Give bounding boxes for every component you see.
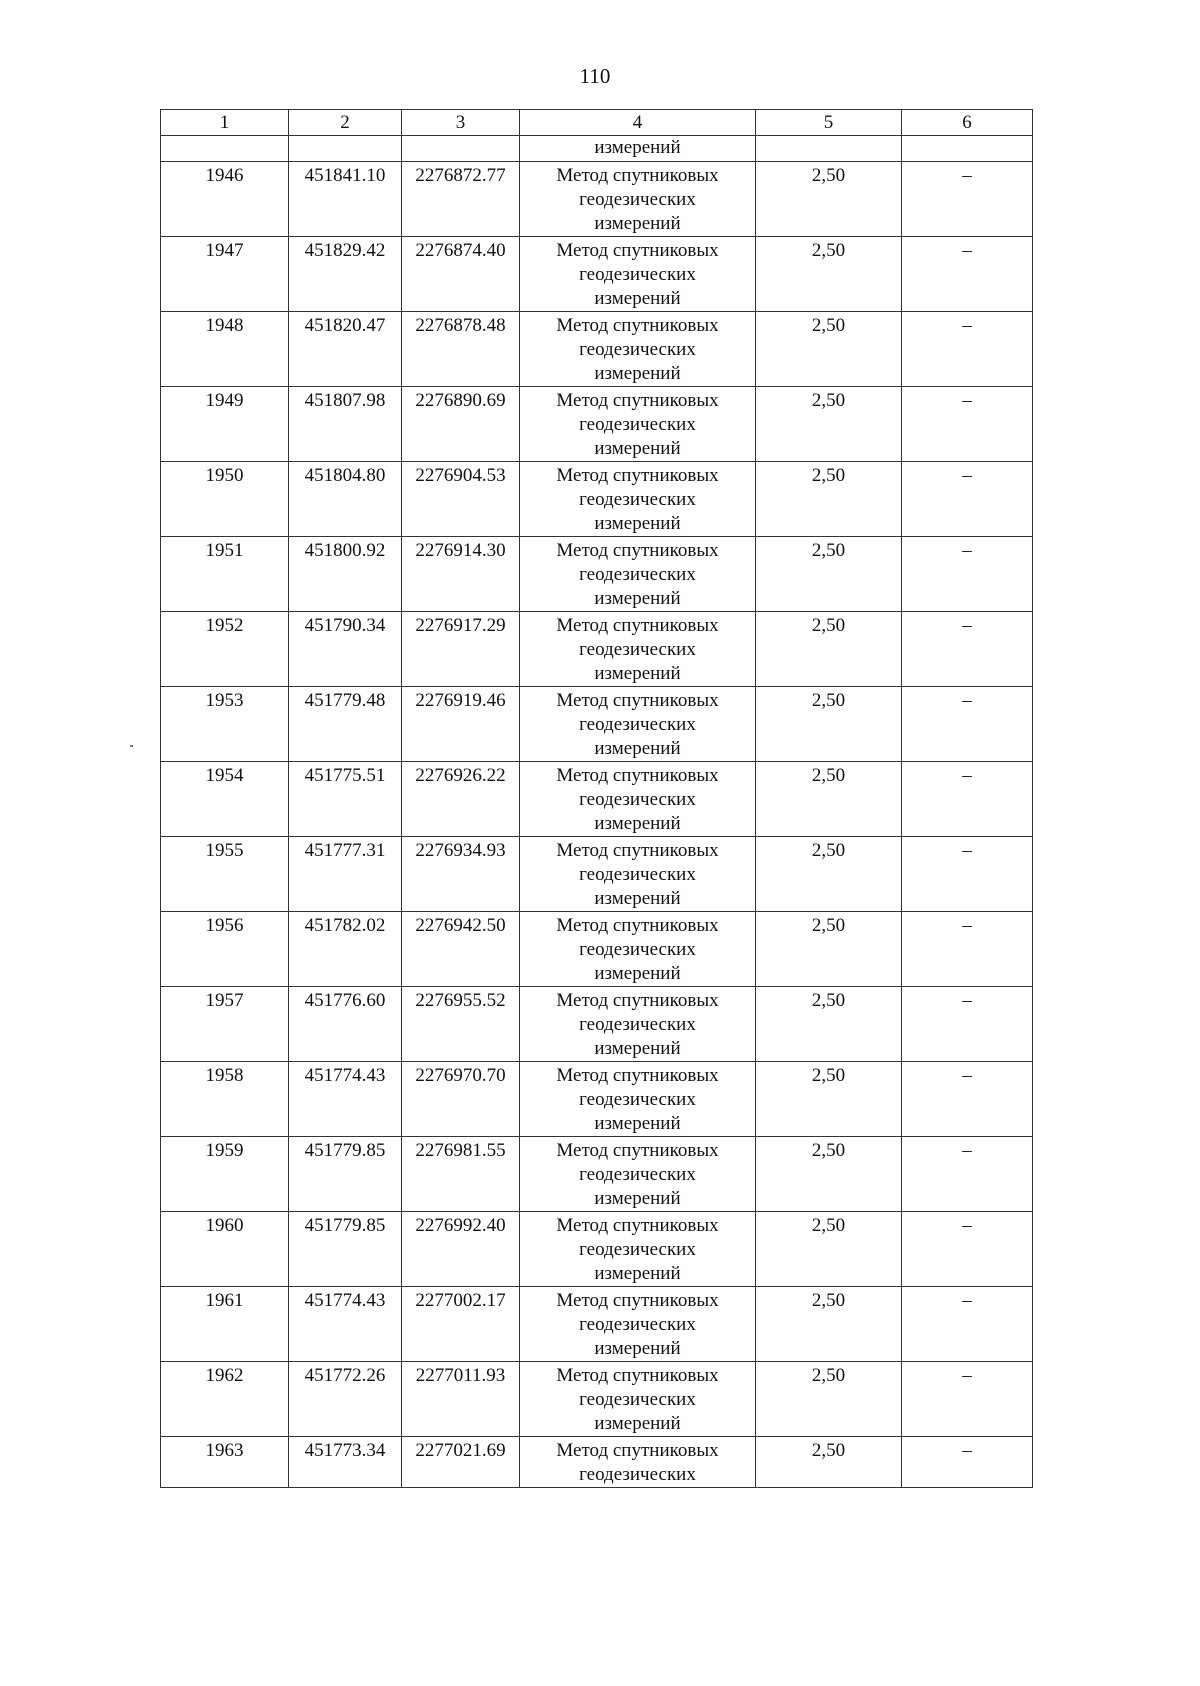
accuracy: 2,50 (756, 687, 902, 762)
method-line: Метод спутниковых (556, 1065, 719, 1086)
accuracy: 2,50 (756, 912, 902, 987)
header-col-1: 1 (161, 110, 289, 136)
table-row (161, 1212, 1033, 1287)
table-row (161, 1062, 1033, 1137)
table-row (161, 1437, 1033, 1488)
method-cell (520, 837, 756, 912)
coord-y: 2276878.48 (402, 312, 520, 387)
accuracy: 2,50 (756, 387, 902, 462)
accuracy: 2,50 (756, 1062, 902, 1137)
coord-y: 2276926.22 (402, 762, 520, 837)
method-line: измерений (594, 213, 681, 234)
point-number: 1946 (161, 162, 289, 237)
table-row (161, 312, 1033, 387)
note: – (902, 1362, 1033, 1437)
accuracy: 2,50 (756, 1437, 902, 1488)
method-cell (520, 612, 756, 687)
coord-y: 2276934.93 (402, 837, 520, 912)
page-number: 110 (579, 64, 611, 88)
accuracy: 2,50 (756, 987, 902, 1062)
method-cell (520, 537, 756, 612)
point-number: 1963 (161, 1437, 289, 1488)
point-number: 1957 (161, 987, 289, 1062)
coord-x: 451841.10 (289, 162, 402, 237)
method-line: Метод спутниковых (556, 990, 719, 1011)
coord-y: 2276874.40 (402, 237, 520, 312)
method-line: геодезических (579, 639, 696, 660)
continuation-row (161, 136, 1033, 162)
method-cell (520, 762, 756, 837)
coord-y: 2277021.69 (402, 1437, 520, 1488)
method-cell (520, 687, 756, 762)
table-row (161, 462, 1033, 537)
note: – (902, 387, 1033, 462)
coord-x: 451774.43 (289, 1287, 402, 1362)
table-row (161, 1287, 1033, 1362)
accuracy: 2,50 (756, 837, 902, 912)
method-line: геодезических (579, 789, 696, 810)
method-line: геодезических (579, 939, 696, 960)
coord-y: 2276890.69 (402, 387, 520, 462)
coord-x: 451773.34 (289, 1437, 402, 1488)
accuracy: 2,50 (756, 1137, 902, 1212)
coord-x: 451775.51 (289, 762, 402, 837)
method-line: Метод спутниковых (556, 390, 719, 411)
method-cell (520, 312, 756, 387)
method-line: Метод спутниковых (556, 1290, 719, 1311)
accuracy: 2,50 (756, 312, 902, 387)
method-cell (520, 1437, 756, 1488)
method-line: Метод спутниковых (556, 915, 719, 936)
table-row (161, 237, 1033, 312)
table-row (161, 162, 1033, 237)
point-number: 1962 (161, 1362, 289, 1437)
method-line: измерений (594, 738, 681, 759)
method-cell (520, 237, 756, 312)
method-line: геодезических (579, 339, 696, 360)
accuracy: 2,50 (756, 612, 902, 687)
method-line: измерений (594, 513, 681, 534)
method-line: измерений (594, 963, 681, 984)
point-number: 1959 (161, 1137, 289, 1212)
method-line: Метод спутниковых (556, 315, 719, 336)
method-line: измерений (594, 363, 681, 384)
method-line: Метод спутниковых (556, 165, 719, 186)
method-line: Метод спутниковых (556, 1215, 719, 1236)
accuracy: 2,50 (756, 162, 902, 237)
point-number: 1958 (161, 1062, 289, 1137)
method-line: Метод спутниковых (556, 690, 719, 711)
note: – (902, 912, 1033, 987)
method-cell (520, 462, 756, 537)
accuracy: 2,50 (756, 462, 902, 537)
coord-y: 2276872.77 (402, 162, 520, 237)
method-line: измерений (594, 663, 681, 684)
method-line: геодезических (579, 264, 696, 285)
method-line: геодезических (579, 714, 696, 735)
accuracy: 2,50 (756, 237, 902, 312)
header-col-3: 3 (402, 110, 520, 136)
coord-y: 2276970.70 (402, 1062, 520, 1137)
method-line: измерений (594, 1113, 681, 1134)
accuracy: 2,50 (756, 537, 902, 612)
table-row (161, 387, 1033, 462)
method-line: геодезических (579, 1089, 696, 1110)
note: – (902, 612, 1033, 687)
method-cell (520, 1287, 756, 1362)
header-row (161, 110, 1033, 136)
method-line: геодезических (579, 564, 696, 585)
point-number: 1947 (161, 237, 289, 312)
method-line: Метод спутниковых (556, 240, 719, 261)
accuracy: 2,50 (756, 1287, 902, 1362)
coord-x: 451774.43 (289, 1062, 402, 1137)
coord-x: 451790.34 (289, 612, 402, 687)
point-number: 1950 (161, 462, 289, 537)
method-line: измерений (594, 1413, 681, 1434)
coord-x: 451779.48 (289, 687, 402, 762)
accuracy: 2,50 (756, 1212, 902, 1287)
method-line: геодезических (579, 1314, 696, 1335)
method-line: измерений (594, 888, 681, 909)
coord-x: 451776.60 (289, 987, 402, 1062)
method-cell (520, 387, 756, 462)
coord-x: 451820.47 (289, 312, 402, 387)
table-row (161, 987, 1033, 1062)
method-line: измерений (594, 1338, 681, 1359)
coord-x: 451807.98 (289, 387, 402, 462)
coord-y: 2276919.46 (402, 687, 520, 762)
coord-x: 451779.85 (289, 1137, 402, 1212)
coord-x: 451779.85 (289, 1212, 402, 1287)
method-cell (520, 912, 756, 987)
note: – (902, 762, 1033, 837)
method-line: Метод спутниковых (556, 1440, 719, 1461)
coord-y: 2276904.53 (402, 462, 520, 537)
point-number: 1961 (161, 1287, 289, 1362)
note: – (902, 1287, 1033, 1362)
note: – (902, 1437, 1033, 1488)
table-row (161, 1137, 1033, 1212)
method-cell (520, 1212, 756, 1287)
table-row (161, 912, 1033, 987)
coord-y: 2276914.30 (402, 537, 520, 612)
note: – (902, 237, 1033, 312)
header-col-6: 6 (902, 110, 1033, 136)
accuracy: 2,50 (756, 1362, 902, 1437)
coord-y: 2276917.29 (402, 612, 520, 687)
coord-x: 451782.02 (289, 912, 402, 987)
scan-speck (130, 745, 133, 747)
method-line: геодезических (579, 1389, 696, 1410)
table-row (161, 612, 1033, 687)
method-line: измерений (594, 438, 681, 459)
method-line: Метод спутниковых (556, 615, 719, 636)
header-col-2: 2 (289, 110, 402, 136)
accuracy: 2,50 (756, 762, 902, 837)
method-line: измерений (594, 1038, 681, 1059)
method-line: измерений (594, 813, 681, 834)
method-line: Метод спутниковых (556, 840, 719, 861)
table-row (161, 687, 1033, 762)
coord-y: 2277011.93 (402, 1362, 520, 1437)
method-line: Метод спутниковых (556, 465, 719, 486)
note: – (902, 987, 1033, 1062)
table-row (161, 837, 1033, 912)
note: – (902, 537, 1033, 612)
note: – (902, 162, 1033, 237)
method-line: измерений (594, 1263, 681, 1284)
method-cell (520, 162, 756, 237)
method-line: Метод спутниковых (556, 540, 719, 561)
coord-y: 2276992.40 (402, 1212, 520, 1287)
coord-x: 451772.26 (289, 1362, 402, 1437)
point-number: 1949 (161, 387, 289, 462)
method-line: геодезических (579, 864, 696, 885)
coord-y: 2276955.52 (402, 987, 520, 1062)
coordinates-table (160, 109, 1033, 1488)
point-number: 1955 (161, 837, 289, 912)
note: – (902, 462, 1033, 537)
point-number: 1953 (161, 687, 289, 762)
method-line: геодезических (579, 1014, 696, 1035)
method-line: геодезических (579, 189, 696, 210)
header-col-5: 5 (756, 110, 902, 136)
table-row (161, 1362, 1033, 1437)
coord-x: 451829.42 (289, 237, 402, 312)
note: – (902, 687, 1033, 762)
method-line: геодезических (579, 1164, 696, 1185)
coord-y: 2276981.55 (402, 1137, 520, 1212)
method-line: измерений (594, 588, 681, 609)
note: – (902, 1062, 1033, 1137)
note: – (902, 312, 1033, 387)
coord-x: 451804.80 (289, 462, 402, 537)
point-number: 1948 (161, 312, 289, 387)
method-line: измерений (594, 288, 681, 309)
coord-y: 2276942.50 (402, 912, 520, 987)
method-line: Метод спутниковых (556, 765, 719, 786)
header-col-4: 4 (520, 110, 756, 136)
method-cell (520, 1137, 756, 1212)
point-number: 1956 (161, 912, 289, 987)
method-cell (520, 987, 756, 1062)
method-cell (520, 1362, 756, 1437)
method-line: геодезических (579, 1464, 696, 1485)
note: – (902, 837, 1033, 912)
method-line: геодезических (579, 1239, 696, 1260)
point-number: 1952 (161, 612, 289, 687)
table-row (161, 762, 1033, 837)
note: – (902, 1137, 1033, 1212)
method-line: геодезических (579, 489, 696, 510)
continuation-method: измерений (520, 136, 756, 162)
point-number: 1960 (161, 1212, 289, 1287)
point-number: 1951 (161, 537, 289, 612)
method-line: измерений (594, 1188, 681, 1209)
method-line: геодезических (579, 414, 696, 435)
coord-y: 2277002.17 (402, 1287, 520, 1362)
table-row (161, 537, 1033, 612)
note: – (902, 1212, 1033, 1287)
method-line: Метод спутниковых (556, 1365, 719, 1386)
method-line: Метод спутниковых (556, 1140, 719, 1161)
point-number: 1954 (161, 762, 289, 837)
method-cell (520, 1062, 756, 1137)
coord-x: 451800.92 (289, 537, 402, 612)
coord-x: 451777.31 (289, 837, 402, 912)
